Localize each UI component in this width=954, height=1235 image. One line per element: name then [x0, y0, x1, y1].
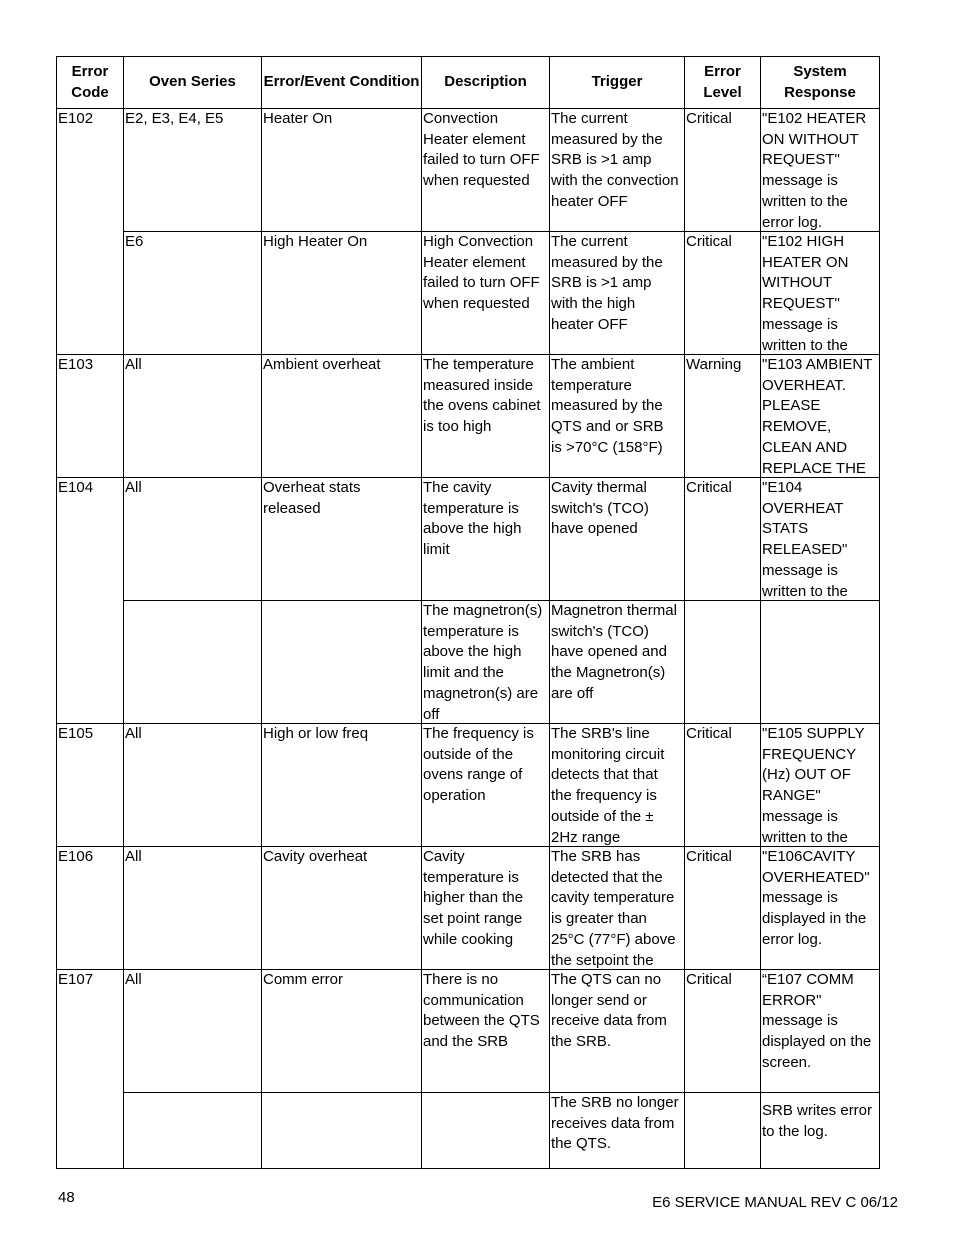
cell-system-response: SRB writes error to the log. — [761, 1093, 880, 1169]
cell-error-level: Critical — [685, 970, 761, 1093]
cell-error-code: E102 — [57, 109, 124, 355]
cell-error-level: Critical — [685, 109, 761, 232]
cell-condition: Comm error — [262, 970, 422, 1093]
cell-trigger: The SRB no longer receives data from the QTS. — [550, 1093, 685, 1169]
header-error-level: Error Level — [685, 57, 761, 109]
table-row — [57, 355, 880, 478]
cell-trigger: The SRB has detected that the cavity temperature is greater than 25°C (77°F) above the setpoint the — [550, 847, 685, 970]
cell-error-level: Critical — [685, 478, 761, 601]
header-oven-series: Oven Series — [124, 57, 262, 109]
cell-oven-series: All — [124, 478, 262, 601]
cell-error-level: Critical — [685, 232, 761, 355]
table-row — [57, 724, 880, 847]
cell-trigger: Cavity thermal switch's (TCO) have opened — [550, 478, 685, 601]
cell-trigger: The SRB's line monitoring circuit detects that that the frequency is outside of the ± 2Hz range — [550, 724, 685, 847]
cell-system-response: "E102 HEATER ON WITHOUT REQUEST" message is written to the error log. — [761, 109, 880, 232]
table-row — [57, 601, 880, 724]
cell-error-code: E107 — [57, 970, 124, 1169]
cell-trigger: Magnetron thermal switch's (TCO) have opened and the Magnetron(s) are off — [550, 601, 685, 724]
cell-oven-series: All — [124, 970, 262, 1093]
cell-oven-series: All — [124, 355, 262, 478]
cell-error-code: E103 — [57, 355, 124, 478]
table-row — [57, 109, 880, 232]
cell-trigger: The current measured by the SRB is >1 amp with the convection heater OFF — [550, 109, 685, 232]
cell-error-code: E104 — [57, 478, 124, 724]
table-header-row — [57, 57, 880, 109]
cell-error-level: Warning — [685, 355, 761, 478]
cell-oven-series — [124, 1093, 262, 1169]
cell-description: The temperature measured inside the ovens cabinet is too high — [422, 355, 550, 478]
cell-system-response: “E107 COMM ERROR" message is displayed on the screen. — [761, 970, 880, 1093]
table-row — [57, 232, 880, 355]
cell-condition: Ambient overheat — [262, 355, 422, 478]
header-trigger: Trigger — [550, 57, 685, 109]
cell-condition: Heater On — [262, 109, 422, 232]
page-number: 48 — [58, 1189, 75, 1206]
cell-description: The frequency is outside of the ovens range of operation — [422, 724, 550, 847]
cell-oven-series: E2, E3, E4, E5 — [124, 109, 262, 232]
cell-error-level: Critical — [685, 847, 761, 970]
cell-system-response — [761, 601, 880, 724]
cell-condition: Overheat stats released — [262, 478, 422, 601]
cell-system-response: "E103 AMBIENT OVERHEAT. PLEASE REMOVE, CLEAN AND REPLACE THE — [761, 355, 880, 478]
table-row — [57, 970, 880, 1093]
cell-oven-series: E6 — [124, 232, 262, 355]
cell-system-response: "E102 HIGH HEATER ON WITHOUT REQUEST" message is written to the — [761, 232, 880, 355]
header-system-response: System Response — [761, 57, 880, 109]
cell-condition — [262, 1093, 422, 1169]
manual-title: E6 SERVICE MANUAL REV C 06/12 — [652, 1194, 898, 1211]
cell-oven-series: All — [124, 724, 262, 847]
cell-description: The magnetron(s) temperature is above the high limit and the magnetron(s) are off — [422, 601, 550, 724]
header-error-code: Error Code — [57, 57, 124, 109]
cell-oven-series — [124, 601, 262, 724]
cell-condition: Cavity overheat — [262, 847, 422, 970]
cell-system-response: "E105 SUPPLY FREQUENCY (Hz) OUT OF RANGE" message is written to the — [761, 724, 880, 847]
table-row — [57, 478, 880, 601]
table-row — [57, 1093, 880, 1169]
cell-trigger: The current measured by the SRB is >1 amp with the high heater OFF — [550, 232, 685, 355]
cell-condition: High or low freq — [262, 724, 422, 847]
header-description: Description — [422, 57, 550, 109]
cell-trigger: The ambient temperature measured by the QTS and or SRB is >70°C (158°F) — [550, 355, 685, 478]
cell-description: The cavity temperature is above the high limit — [422, 478, 550, 601]
cell-error-level — [685, 601, 761, 724]
cell-trigger: The QTS can no longer send or receive data from the SRB. — [550, 970, 685, 1093]
cell-description: Cavity temperature is higher than the set point range while cooking — [422, 847, 550, 970]
cell-system-response: "E106CAVITY OVERHEATED" message is displayed in the error log. — [761, 847, 880, 970]
cell-oven-series: All — [124, 847, 262, 970]
error-code-table — [56, 56, 880, 1169]
cell-error-level — [685, 1093, 761, 1169]
cell-description: Convection Heater element failed to turn OFF when requested — [422, 109, 550, 232]
cell-description — [422, 1093, 550, 1169]
cell-error-level: Critical — [685, 724, 761, 847]
cell-system-response: "E104 OVERHEAT STATS RELEASED" message is written to the — [761, 478, 880, 601]
cell-condition: High Heater On — [262, 232, 422, 355]
cell-condition — [262, 601, 422, 724]
cell-error-code: E105 — [57, 724, 124, 847]
header-error-event-condition: Error/Event Condition — [262, 57, 422, 109]
cell-description: There is no communication between the QTS and the SRB — [422, 970, 550, 1093]
cell-error-code: E106 — [57, 847, 124, 970]
table-row — [57, 847, 880, 970]
cell-description: High Convection Heater element failed to turn OFF when requested — [422, 232, 550, 355]
